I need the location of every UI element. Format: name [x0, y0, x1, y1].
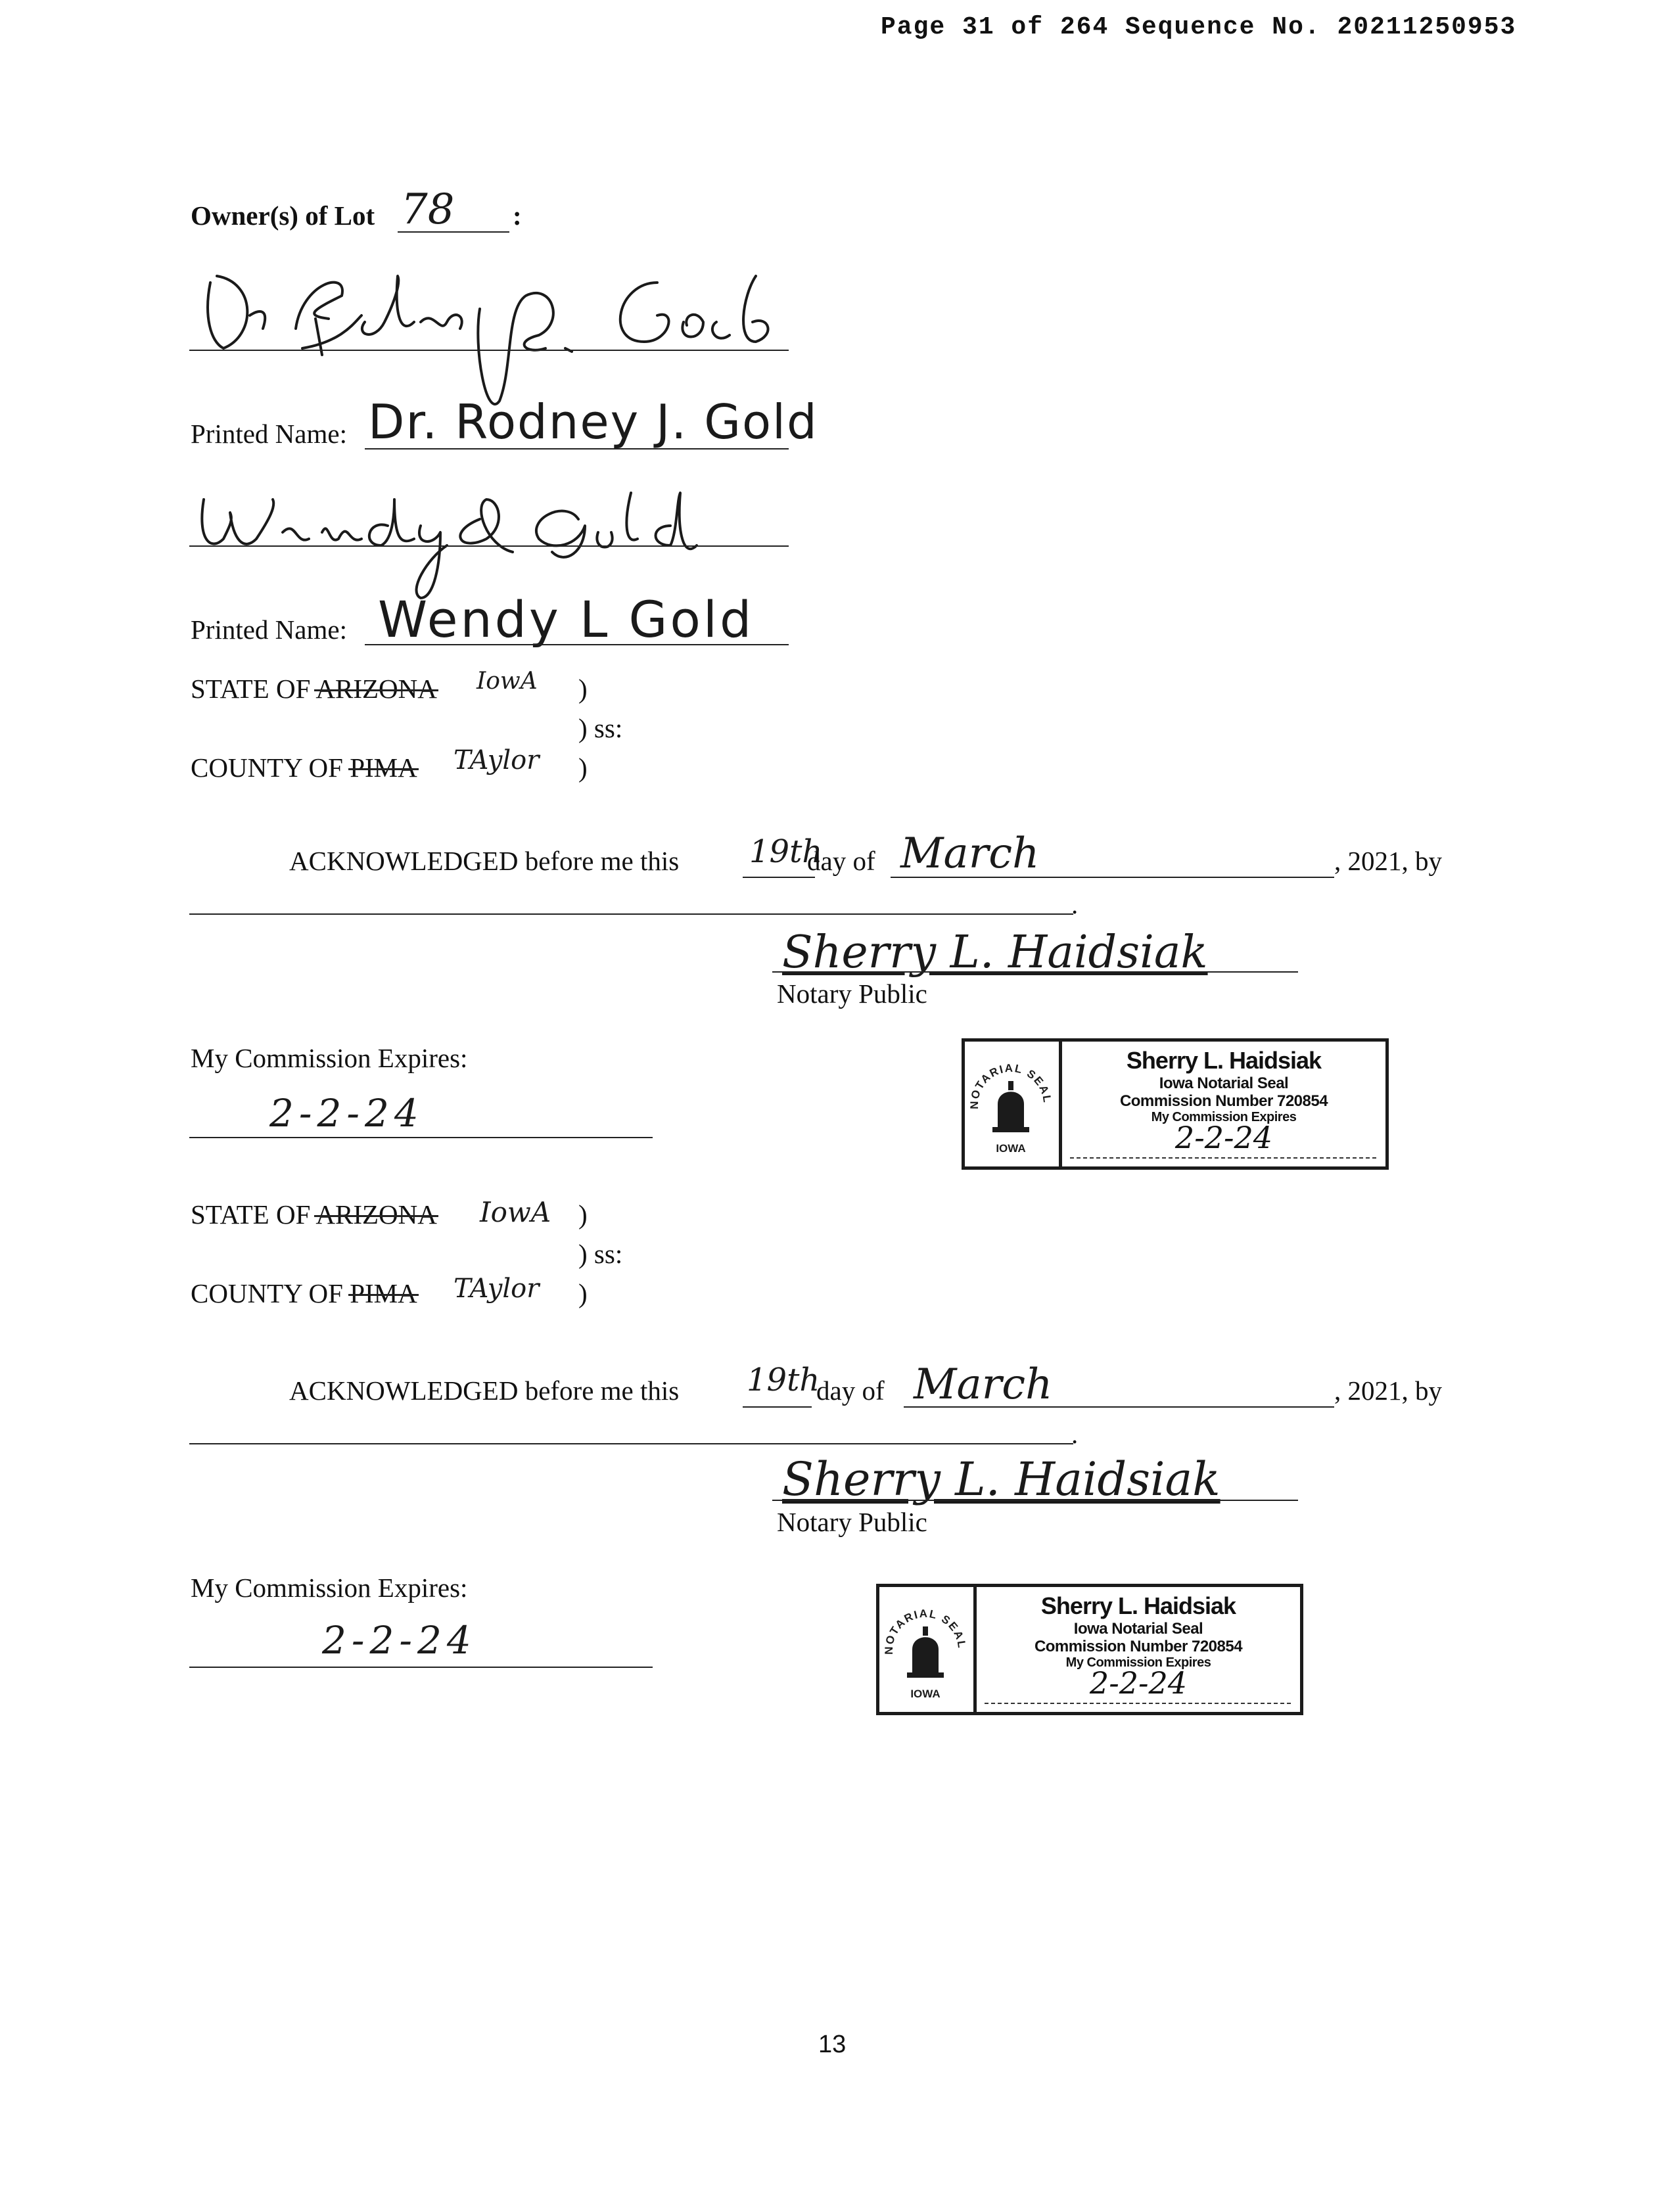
stamp-expires-date: 2-2-24 — [1089, 1665, 1188, 1701]
stamp-commission-number: Commission Number 720854 — [1119, 1092, 1328, 1110]
commission-date-line — [189, 1667, 653, 1668]
state-written: IowA — [477, 668, 538, 695]
owner1-printed-label: Printed Name: — [191, 419, 347, 449]
ss-label: ) ss: — [578, 713, 623, 743]
ack-day-line — [743, 1406, 812, 1408]
ack-day-line — [743, 877, 815, 878]
notary-signature-line — [772, 1500, 1298, 1501]
ack-month: March — [900, 829, 1040, 878]
stamp-expires-date: 2-2-24 — [1174, 1120, 1273, 1155]
ack-period: . — [1071, 1419, 1079, 1449]
state-written: IowA — [480, 1196, 551, 1228]
county-struck: PIMA — [350, 1278, 417, 1308]
svg-text:NOTARIAL SEAL: NOTARIAL SEAL — [967, 1061, 1054, 1109]
notary-stamp — [962, 1038, 1389, 1170]
state-paren: ) — [578, 1199, 588, 1230]
county-label: COUNTY OF — [191, 1278, 343, 1308]
stamp-name: Sherry L. Haidsiak — [1040, 1592, 1236, 1619]
county-line-2 — [191, 1280, 417, 1307]
stamp-commission-number: Commission Number 720854 — [1034, 1638, 1243, 1655]
commission-date: 2-2-24 — [269, 1091, 424, 1136]
seal-emblem-icon — [879, 1587, 971, 1712]
county-written: TAylor — [453, 1274, 540, 1304]
ack-month: March — [914, 1360, 1053, 1409]
notary-signature: Sherry L. Haidsiak — [782, 1452, 1221, 1506]
stamp-date-line — [985, 1703, 1291, 1704]
ack-suffix: , 2021, by — [1334, 1375, 1442, 1406]
page-number: 13 — [818, 2031, 847, 2058]
commission-expires-label: My Commission Expires: — [191, 1573, 468, 1603]
owners-of-lot-label: Owner(s) of Lot — [191, 200, 375, 231]
svg-text:IOWA: IOWA — [910, 1688, 941, 1700]
commission-date-line — [189, 1137, 653, 1138]
owner1-printed-line — [365, 448, 789, 449]
notary-public-label: Notary Public — [777, 979, 927, 1009]
stamp-date-line — [1070, 1157, 1376, 1159]
county-line-1 — [191, 754, 417, 781]
state-line-2 — [191, 1201, 437, 1228]
county-struck: PIMA — [350, 752, 417, 783]
owner1-signature-line — [189, 350, 789, 351]
lot-colon: : — [513, 200, 522, 231]
seal-emblem-icon — [965, 1042, 1057, 1166]
stamp-seal-type: Iowa Notarial Seal — [1073, 1620, 1203, 1638]
owner1-printed-name: Dr. Rodney J. Gold — [368, 394, 818, 449]
county-paren: ) — [578, 752, 588, 783]
stamp-text — [1062, 1042, 1385, 1166]
ack-dayof: day of — [816, 1375, 885, 1406]
owner2-signature-line — [189, 545, 789, 547]
lot-number: 78 — [401, 185, 455, 234]
stamp-seal-type: Iowa Notarial Seal — [1159, 1074, 1289, 1092]
county-written: TAylor — [453, 745, 540, 775]
county-paren: ) — [578, 1278, 588, 1308]
owner2-printed-line — [365, 644, 789, 645]
ss-label: ) ss: — [578, 1239, 623, 1269]
ack-prefix: ACKNOWLEDGED before me this — [289, 1375, 680, 1406]
notarial-seal — [965, 1042, 1062, 1166]
state-label: STATE OF — [191, 674, 311, 704]
owner2-printed-label: Printed Name: — [191, 614, 347, 645]
svg-text:IOWA: IOWA — [996, 1142, 1026, 1155]
ack-dayof: day of — [807, 846, 875, 876]
ack-by-line — [189, 1443, 1073, 1444]
stamp-expires-label: My Commission Expires — [1151, 1110, 1297, 1124]
stamp-name: Sherry L. Haidsiak — [1126, 1047, 1322, 1074]
svg-text:NOTARIAL SEAL: NOTARIAL SEAL — [882, 1607, 969, 1655]
commission-expires-label: My Commission Expires: — [191, 1043, 468, 1073]
commission-date: 2-2-24 — [322, 1618, 477, 1663]
state-label: STATE OF — [191, 1199, 311, 1230]
owner2-signature — [197, 480, 723, 591]
ack-day: 19th — [749, 833, 823, 870]
state-paren: ) — [578, 674, 588, 704]
owner2-printed-name: Wendy L Gold — [378, 590, 755, 649]
owner1-signature — [197, 256, 789, 355]
notary-signature-line — [772, 971, 1298, 973]
ack-prefix: ACKNOWLEDGED before me this — [289, 846, 680, 876]
ack-day: 19th — [747, 1362, 820, 1398]
stamp-expires-label: My Commission Expires — [1065, 1655, 1211, 1670]
notary-signature: Sherry L. Haidsiak — [782, 927, 1208, 979]
ack-suffix: , 2021, by — [1334, 846, 1442, 876]
ack-by-line — [189, 913, 1073, 915]
stamp-text — [977, 1587, 1300, 1712]
state-struck: ARIZONA — [315, 674, 437, 704]
county-label: COUNTY OF — [191, 752, 343, 783]
state-struck: ARIZONA — [315, 1199, 437, 1230]
notarial-seal — [879, 1587, 977, 1712]
sequence-header: Page 31 of 264 Sequence No. 20211250953 — [881, 13, 1517, 41]
ack-period: . — [1071, 889, 1079, 919]
notary-stamp — [876, 1584, 1303, 1715]
state-line-1 — [191, 676, 437, 703]
notary-public-label: Notary Public — [777, 1507, 927, 1537]
